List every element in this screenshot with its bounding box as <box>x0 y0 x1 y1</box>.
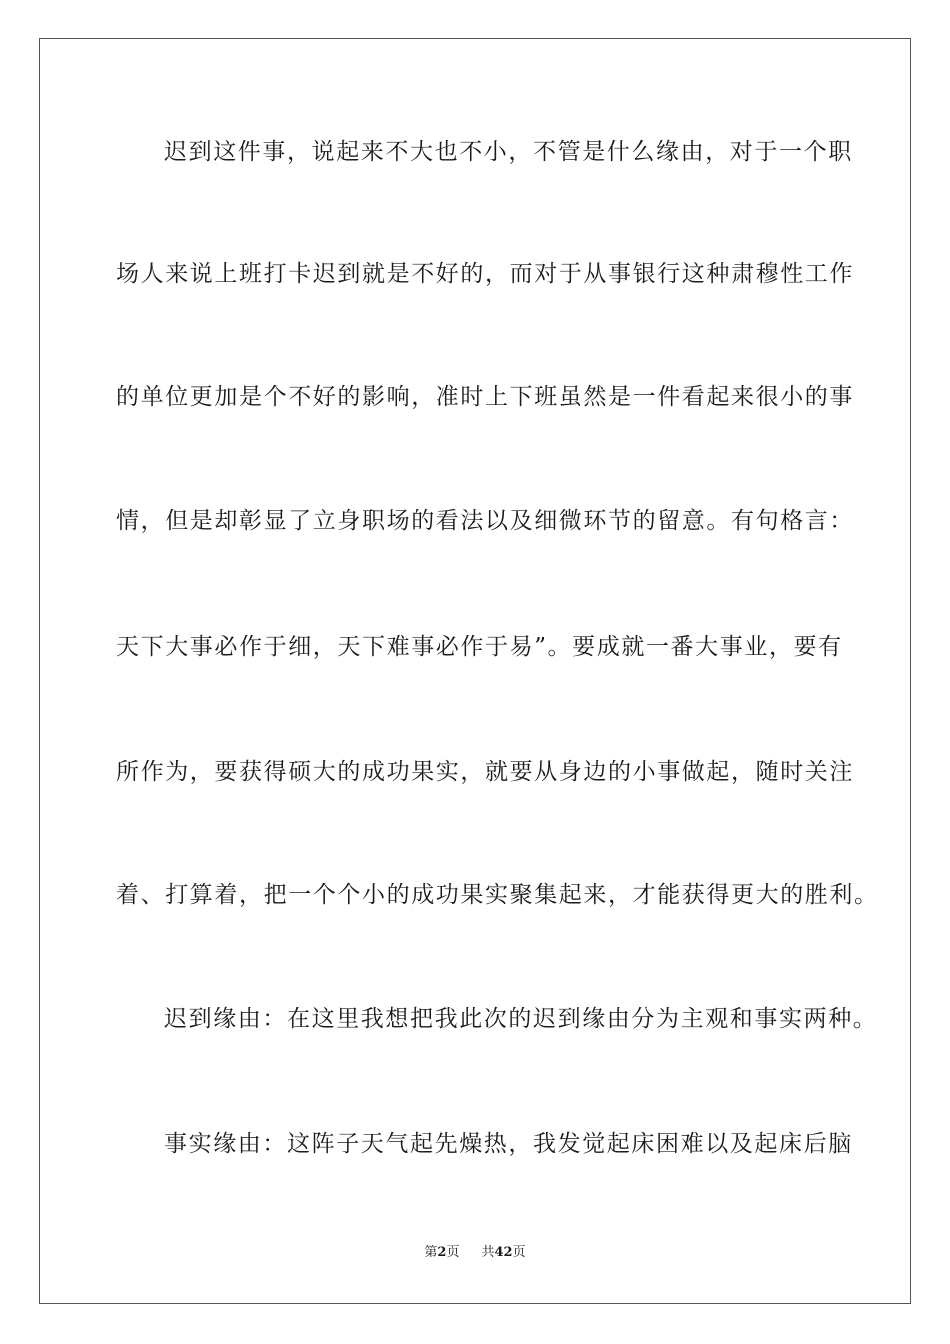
paragraph-line: 事实缘由：这阵子天气起先燥热，我发觉起床困难以及起床后脑 <box>164 1131 853 1157</box>
paragraph-line: 迟到这件事，说起来不大也不小，不管是什么缘由，对于一个职 <box>164 139 853 165</box>
paragraph-line: 天下大事必作于细，天下难事必作于易”。要成就一番大事业，要有 <box>116 634 843 660</box>
footer-page-prefix: 第 <box>424 1245 438 1260</box>
footer-total-suffix: 页 <box>512 1245 526 1260</box>
page-border <box>39 38 911 1304</box>
footer-total-prefix: 共 <box>481 1245 495 1260</box>
page-footer <box>0 1244 950 1262</box>
paragraph-line: 情，但是却彰显了立身职场的看法以及细微环节的留意。有句格言： <box>116 508 854 534</box>
paragraph-line: 着、打算着，把一个个小的成功果实聚集起来，才能获得更大的胜利。 <box>116 882 879 908</box>
paragraph-line: 迟到缘由：在这里我想把我此次的迟到缘由分为主观和事实两种。 <box>164 1006 878 1032</box>
paragraph-line: 的单位更加是个不好的影响，准时上下班虽然是一件看起来很小的事 <box>116 384 854 410</box>
footer-page-suffix: 页 <box>446 1245 460 1260</box>
footer-page-number: 2 <box>437 1245 447 1260</box>
paragraph-line: 场人来说上班打卡迟到就是不好的，而对于从事银行这种肃穆性工作 <box>116 261 854 287</box>
footer-total-pages: 42 <box>494 1245 513 1260</box>
paragraph-line: 所作为，要获得硕大的成功果实，就要从身边的小事做起，随时关注 <box>116 759 854 785</box>
